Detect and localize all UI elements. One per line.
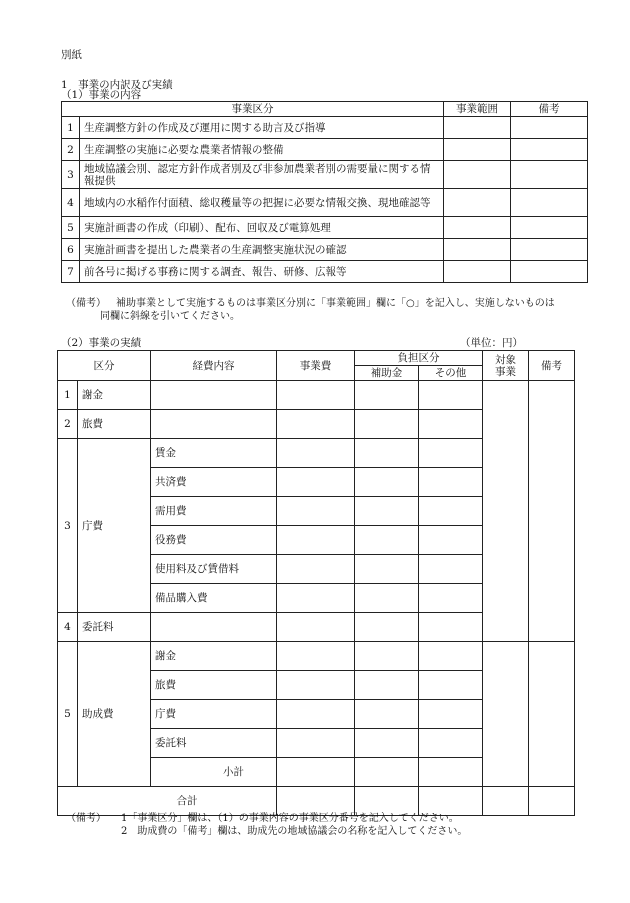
header-target-line1: 対象 bbox=[495, 353, 516, 366]
other-cell[interactable] bbox=[419, 410, 483, 439]
row-number: 1 bbox=[62, 117, 80, 139]
remarks-cell[interactable] bbox=[529, 642, 575, 787]
remarks-cell[interactable] bbox=[511, 217, 588, 239]
row-number: 3 bbox=[62, 161, 80, 189]
row-number: 3 bbox=[58, 439, 78, 613]
subsidy-cell[interactable] bbox=[355, 439, 419, 468]
table-row bbox=[62, 117, 588, 139]
row-text: 実施計画書を提出した農業者の生産調整実施状況の確認 bbox=[80, 239, 444, 261]
remarks-cell[interactable] bbox=[511, 261, 588, 283]
subsection-title-2: （2）事業の実績 bbox=[61, 337, 142, 349]
scope-cell[interactable] bbox=[444, 217, 511, 239]
subsidy-cell[interactable] bbox=[355, 497, 419, 526]
remarks-cell[interactable] bbox=[511, 161, 588, 189]
cost-cell[interactable] bbox=[277, 497, 355, 526]
row-number: 5 bbox=[62, 217, 80, 239]
other-cell[interactable] bbox=[419, 584, 483, 613]
scope-cell[interactable] bbox=[444, 139, 511, 161]
table-row bbox=[62, 239, 588, 261]
total-label: 合計 bbox=[58, 787, 277, 816]
note-label-2: （備考） bbox=[66, 813, 106, 824]
subsidy-cell[interactable] bbox=[355, 758, 419, 787]
row-number: 5 bbox=[58, 642, 78, 787]
cost-cell[interactable] bbox=[277, 613, 355, 642]
header-remarks: 備考 bbox=[529, 351, 575, 381]
header-scope: 事業範囲 bbox=[444, 102, 511, 117]
other-cell[interactable] bbox=[419, 613, 483, 642]
subtotal-label: 小計 bbox=[151, 758, 277, 787]
row-number: 2 bbox=[58, 410, 78, 439]
scope-cell[interactable] bbox=[444, 189, 511, 217]
target-cell[interactable] bbox=[483, 787, 529, 816]
row-category: 委託料 bbox=[78, 613, 151, 642]
cost-cell[interactable] bbox=[277, 700, 355, 729]
row-category: 助成費 bbox=[78, 642, 151, 787]
header-cost: 事業費 bbox=[277, 351, 355, 381]
header-subsidy: 補助金 bbox=[355, 366, 419, 381]
cost-cell[interactable] bbox=[277, 439, 355, 468]
row-text: 生産調整方針の作成及び運用に関する助言及び指導 bbox=[80, 117, 444, 139]
expense-item: 庁費 bbox=[151, 700, 277, 729]
cost-cell[interactable] bbox=[277, 671, 355, 700]
scope-cell[interactable] bbox=[444, 161, 511, 189]
table-row bbox=[62, 161, 588, 189]
cost-cell[interactable] bbox=[277, 642, 355, 671]
subsidy-cell[interactable] bbox=[355, 468, 419, 497]
business-content-table bbox=[61, 101, 588, 283]
subsidy-cell[interactable] bbox=[355, 700, 419, 729]
cost-cell[interactable] bbox=[277, 526, 355, 555]
remarks-cell[interactable] bbox=[511, 189, 588, 217]
row-number: 1 bbox=[58, 381, 78, 410]
other-cell[interactable] bbox=[419, 700, 483, 729]
other-cell[interactable] bbox=[419, 729, 483, 758]
expense-item: 謝金 bbox=[151, 642, 277, 671]
row-number: 4 bbox=[62, 189, 80, 217]
section-title: 1 事業の内訳及び実績 bbox=[61, 79, 173, 91]
cost-cell[interactable] bbox=[277, 468, 355, 497]
row-text: 生産調整の実施に必要な農業者情報の整備 bbox=[80, 139, 444, 161]
note-line-1: 補助事業として実施するものは事業区分別に「事業範囲」欄に「○」を記入し、実施しないものは bbox=[116, 298, 555, 309]
row-text: 前各号に掲げる事務に関する調査、報告、研修、広報等 bbox=[80, 261, 444, 283]
other-cell[interactable] bbox=[419, 468, 483, 497]
note-2: 2 助成費の「備考」欄は、助成先の地域協議会の名称を記入してください。 bbox=[121, 826, 468, 837]
row-number: 2 bbox=[62, 139, 80, 161]
cost-cell[interactable] bbox=[277, 555, 355, 584]
unit-label: （単位：円） bbox=[460, 337, 523, 349]
remarks-cell[interactable] bbox=[529, 787, 575, 816]
header-expense: 経費内容 bbox=[151, 351, 277, 381]
header-category: 事業区分 bbox=[62, 102, 444, 117]
row-category: 謝金 bbox=[78, 381, 151, 410]
table-row bbox=[62, 217, 588, 239]
other-cell[interactable] bbox=[419, 642, 483, 671]
expense-item: 共済費 bbox=[151, 468, 277, 497]
subsidy-cell[interactable] bbox=[355, 613, 419, 642]
note-1: 1「事業区分」欄は、（1）の事業内容の事業区分番号を記入してください。 bbox=[121, 813, 459, 824]
expense-item: 使用料及び賃借料 bbox=[151, 555, 277, 584]
expense-cell[interactable] bbox=[151, 410, 277, 439]
remarks-cell[interactable] bbox=[511, 139, 588, 161]
table-row bbox=[62, 261, 588, 283]
header-category: 区分 bbox=[58, 351, 151, 381]
annex-label: 別紙 bbox=[61, 49, 82, 61]
expense-item: 賃金 bbox=[151, 439, 277, 468]
other-cell[interactable] bbox=[419, 758, 483, 787]
other-cell[interactable] bbox=[419, 526, 483, 555]
header-target-line2: 事業 bbox=[495, 365, 516, 378]
remarks-cell[interactable] bbox=[511, 117, 588, 139]
header-burden: 負担区分 bbox=[355, 351, 483, 366]
subsidy-cell[interactable] bbox=[355, 584, 419, 613]
other-cell[interactable] bbox=[419, 555, 483, 584]
scope-cell[interactable] bbox=[444, 261, 511, 283]
row-number: 4 bbox=[58, 613, 78, 642]
header-target bbox=[483, 351, 529, 381]
expense-item: 役務費 bbox=[151, 526, 277, 555]
subsidy-cell[interactable] bbox=[355, 526, 419, 555]
scope-cell[interactable] bbox=[444, 239, 511, 261]
note-line-2: 同欄に斜線を引いてください。 bbox=[100, 311, 240, 322]
expense-item: 旅費 bbox=[151, 671, 277, 700]
row-text: 地域内の水稲作付面積、総収穫量等の把握に必要な情報交換、現地確認等 bbox=[80, 189, 444, 217]
cost-cell[interactable] bbox=[277, 758, 355, 787]
subsidy-cell[interactable] bbox=[355, 555, 419, 584]
table-row bbox=[58, 381, 575, 410]
cost-cell[interactable] bbox=[277, 584, 355, 613]
table-row bbox=[62, 139, 588, 161]
row-text: 実施計画書の作成（印刷）、配布、回収及び電算処理 bbox=[80, 217, 444, 239]
note-label-1: （備考） bbox=[66, 298, 106, 309]
business-results-table bbox=[57, 350, 575, 816]
expense-item: 需用費 bbox=[151, 497, 277, 526]
row-number: 7 bbox=[62, 261, 80, 283]
other-cell[interactable] bbox=[419, 381, 483, 410]
expense-cell[interactable] bbox=[151, 381, 277, 410]
other-cell[interactable] bbox=[419, 439, 483, 468]
target-cell[interactable] bbox=[483, 381, 529, 642]
row-category: 庁費 bbox=[78, 439, 151, 613]
table-row bbox=[62, 189, 588, 217]
expense-item: 備品購入費 bbox=[151, 584, 277, 613]
target-cell[interactable] bbox=[483, 642, 529, 787]
row-category: 旅費 bbox=[78, 410, 151, 439]
remarks-cell[interactable] bbox=[511, 239, 588, 261]
cost-cell[interactable] bbox=[277, 729, 355, 758]
header-remarks: 備考 bbox=[511, 102, 588, 117]
row-text: 地域協議会別、認定方針作成者別及び非参加農業者別の需要量に関する情報提供 bbox=[80, 161, 444, 189]
scope-cell[interactable] bbox=[444, 117, 511, 139]
expense-item: 委託料 bbox=[151, 729, 277, 758]
subsidy-cell[interactable] bbox=[355, 381, 419, 410]
header-other: その他 bbox=[419, 366, 483, 381]
subsidy-cell[interactable] bbox=[355, 729, 419, 758]
subsection-title-1: （1）事業の内容 bbox=[61, 89, 142, 101]
other-cell[interactable] bbox=[419, 497, 483, 526]
table-row bbox=[58, 642, 575, 671]
expense-cell[interactable] bbox=[151, 613, 277, 642]
cost-cell[interactable] bbox=[277, 381, 355, 410]
subsidy-cell[interactable] bbox=[355, 642, 419, 671]
other-cell[interactable] bbox=[419, 671, 483, 700]
row-number: 6 bbox=[62, 239, 80, 261]
subsidy-cell[interactable] bbox=[355, 671, 419, 700]
subsidy-cell[interactable] bbox=[355, 410, 419, 439]
cost-cell[interactable] bbox=[277, 410, 355, 439]
remarks-cell[interactable] bbox=[529, 381, 575, 642]
